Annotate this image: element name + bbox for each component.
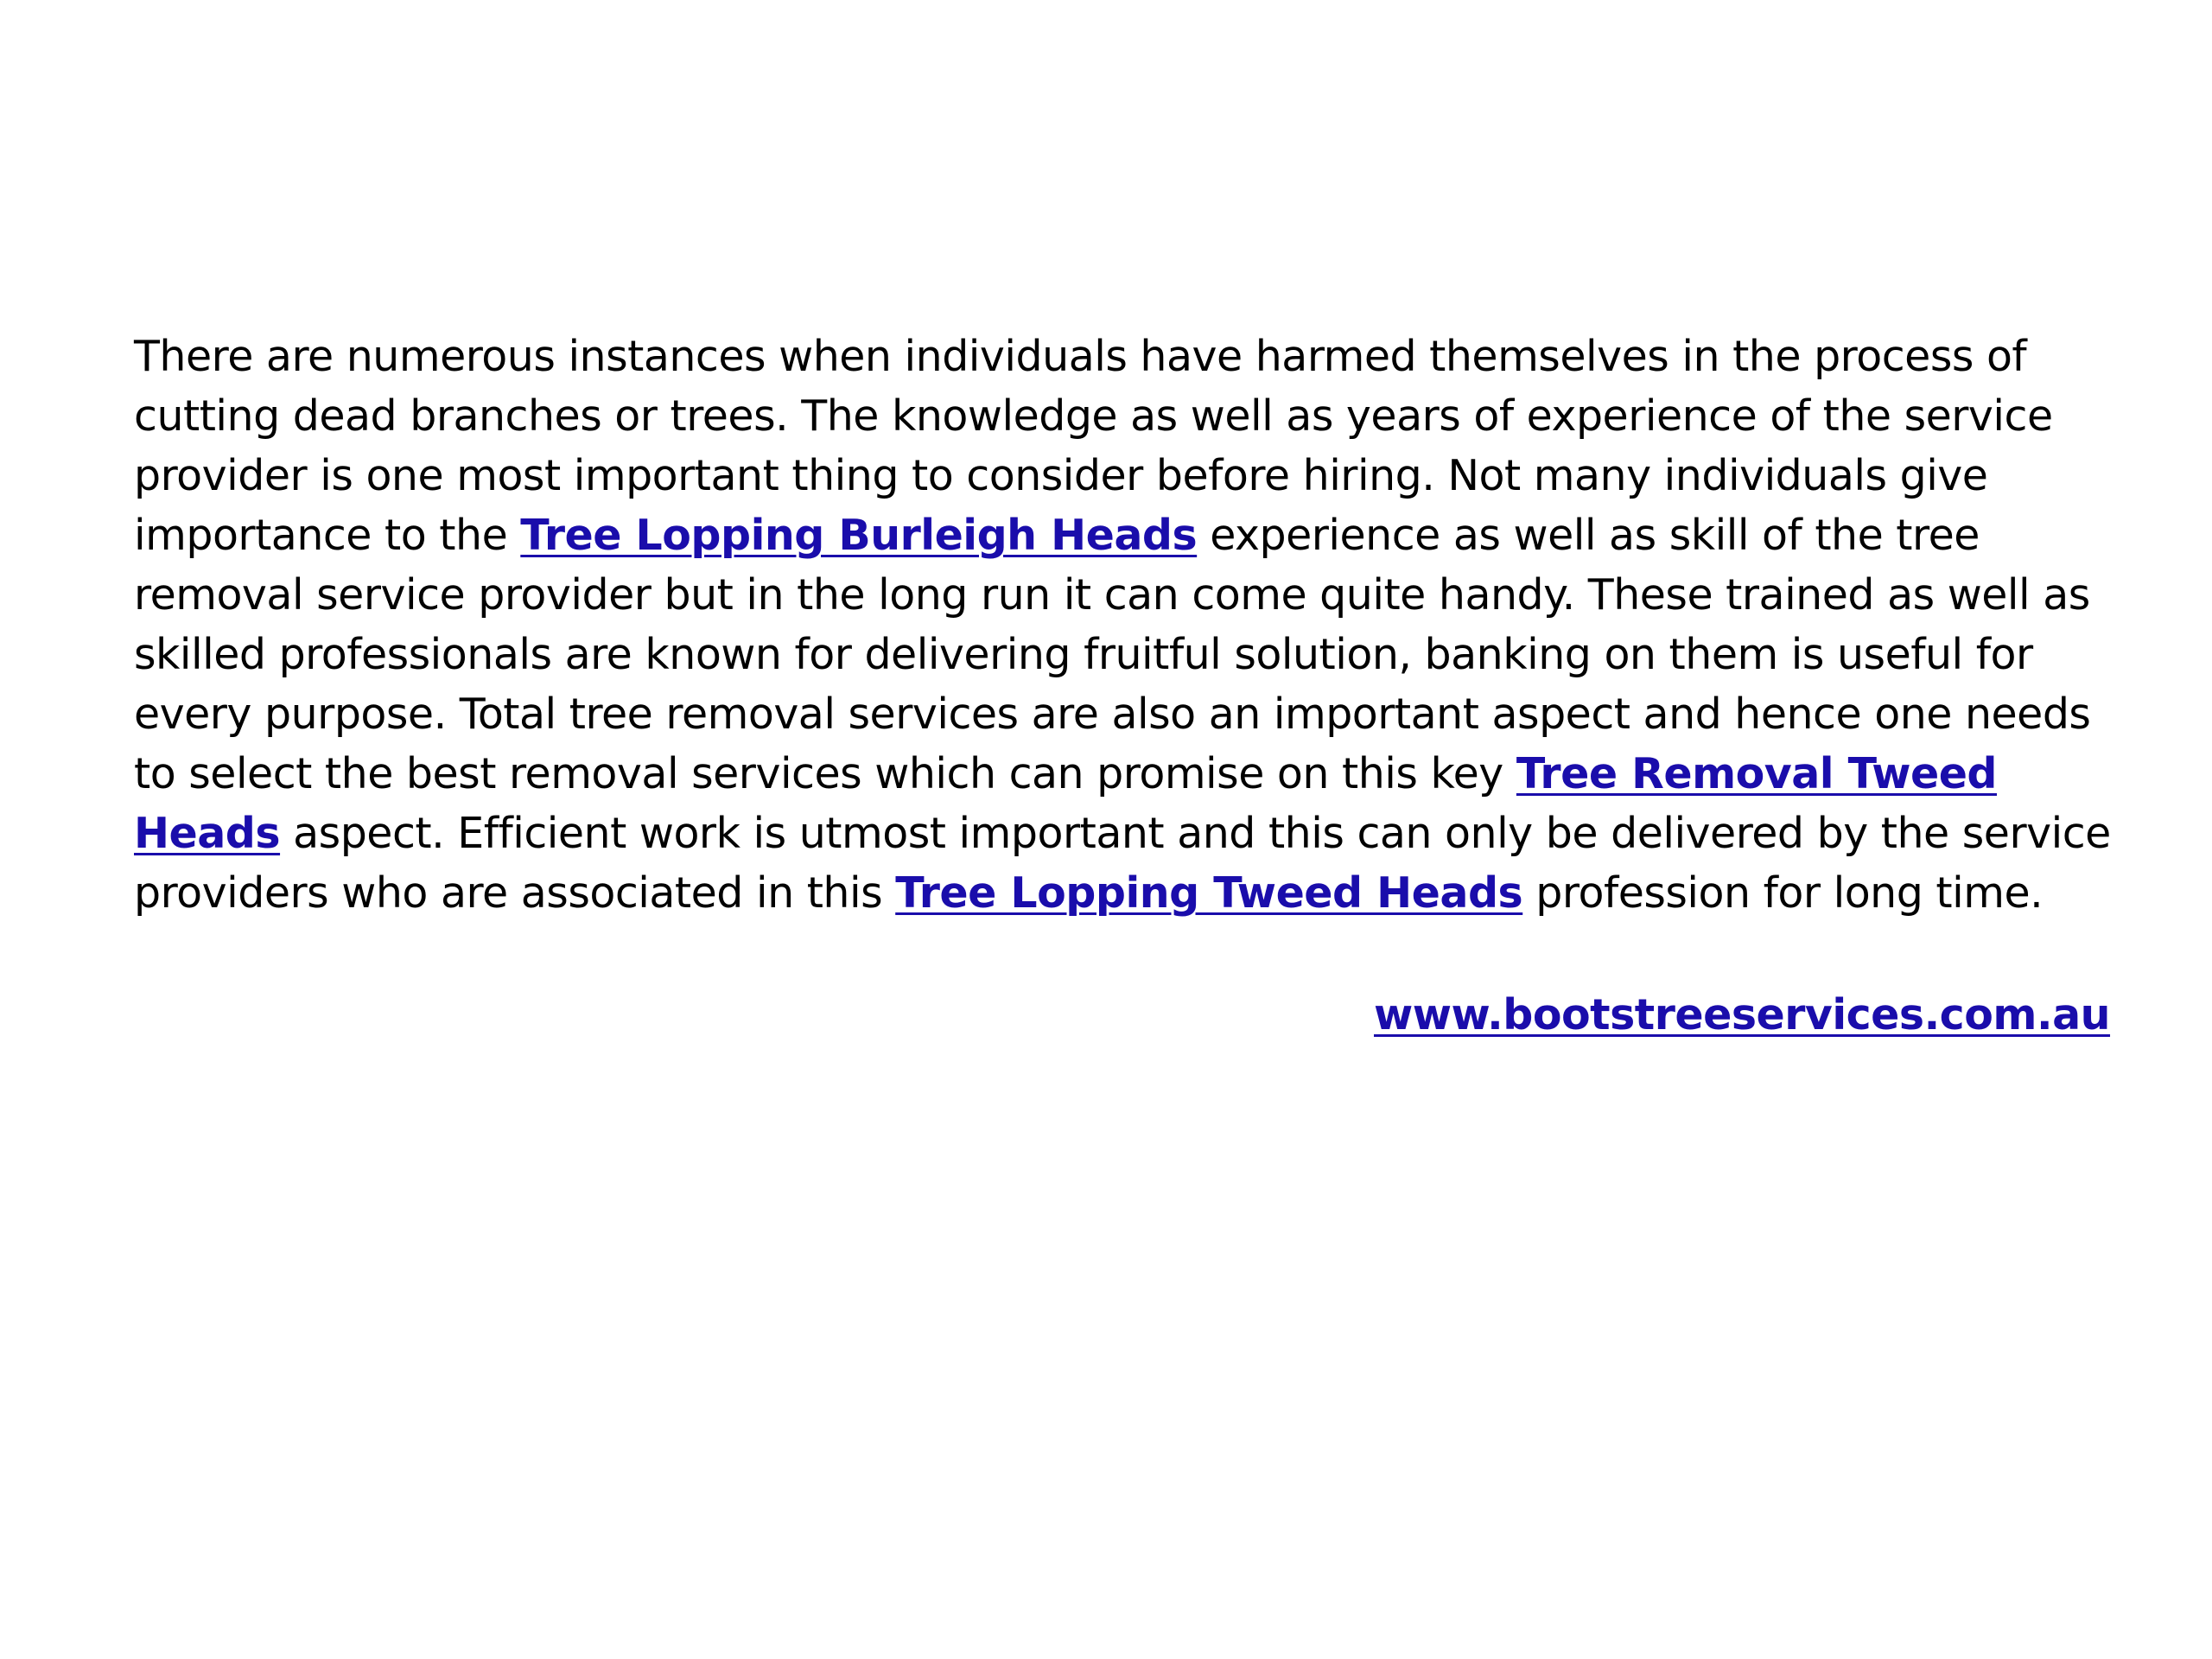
paragraph-text-3: aspect. Efficient work is utmost important and this can only be delivered by the service providers who are associated in this	[134, 809, 2111, 918]
link-tree-lopping-tweed-heads[interactable]: Tree Lopping Tweed Heads	[895, 868, 1523, 918]
body-text	[134, 327, 2121, 923]
link-tree-removal-tweed-heads[interactable]: Tree Removal Tweed Heads	[134, 749, 1998, 858]
website-link[interactable]: www.bootstreeservices.com.au	[1374, 990, 2111, 1039]
paragraph-text-1: There are numerous instances when individuals have harmed themselves in the process of cutting dead branches or trees. The knowledge as well as years of experience of the service provider is one most important thing to consider before hiring. Not many individuals give importance to the	[134, 332, 2053, 560]
link-tree-lopping-burleigh-heads[interactable]: Tree Lopping Burleigh Heads	[520, 511, 1198, 560]
paragraph-text-4: profession for long time.	[1522, 868, 2044, 918]
paragraph-text-2: experience as well as skill of the tree removal service provider but in the long run it can come quite handy. These trained as well as skilled professionals are known for delivering fruitful solution, banking on them is useful for every purpose. Total tree removal services are also an important aspect and hence one needs to select the best removal services which can promise on this key	[134, 511, 2091, 798]
main-paragraph	[134, 327, 2121, 923]
website-link-container	[1374, 985, 2152, 1045]
